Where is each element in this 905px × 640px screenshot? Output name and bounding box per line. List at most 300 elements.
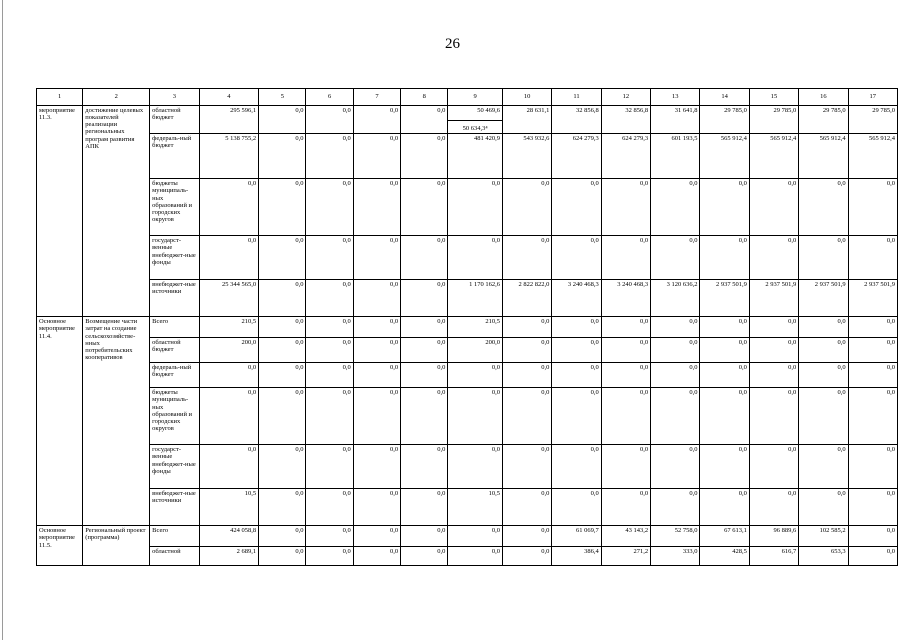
value-text: 601 193,5	[671, 135, 698, 143]
value-cell	[353, 338, 400, 363]
value-text: 0,0	[689, 490, 698, 498]
value-cell	[448, 134, 503, 179]
value-text: 0,0	[738, 180, 747, 188]
value-cell	[700, 363, 749, 388]
value-text: 52 758,0	[674, 527, 698, 535]
value-cell	[848, 236, 897, 280]
value-cell	[651, 106, 700, 134]
value-cell	[799, 236, 848, 280]
funding-source: внебюджет-ные источники	[150, 280, 199, 317]
value-text: 0,0	[541, 446, 550, 454]
value-cell	[799, 134, 848, 179]
value-text: 0,0	[491, 446, 500, 454]
value-cell	[448, 489, 503, 526]
value-cell	[306, 280, 353, 317]
value-text: 0,0	[837, 180, 846, 188]
value-text: 0,0	[788, 318, 797, 326]
value-text: 0,0	[437, 490, 446, 498]
value-text: 616,7	[781, 548, 797, 556]
value-cell	[448, 526, 503, 547]
value-cell	[799, 547, 848, 566]
value-cell	[306, 134, 353, 179]
value-cell	[448, 106, 503, 134]
funding-source: областной бюджет	[150, 106, 199, 134]
value-cell	[848, 179, 897, 236]
value-text: 0,0	[590, 180, 599, 188]
value-text: 0,0	[491, 548, 500, 556]
value-cell	[448, 445, 503, 489]
value-cell	[749, 445, 798, 489]
value-cell	[502, 489, 551, 526]
value-text: 0,0	[389, 339, 399, 347]
value-cell	[749, 363, 798, 388]
value-text: 0,0	[541, 237, 550, 245]
value-text: 0,0	[389, 107, 399, 114]
value-text: 0,0	[837, 237, 846, 245]
value-cell	[259, 338, 306, 363]
value-cell	[353, 388, 400, 445]
value-text: 0,0	[886, 364, 895, 372]
value-cell	[199, 547, 259, 566]
column-number-header: 15	[749, 89, 798, 106]
value-text: 0,0	[437, 107, 446, 114]
value-text: 0,0	[248, 389, 257, 397]
value-cell	[353, 179, 400, 236]
column-number-header: 11	[552, 89, 601, 106]
value-cell	[552, 106, 601, 134]
column-number-header: 14	[700, 89, 749, 106]
value-text: 0,0	[837, 389, 846, 397]
value-text: 0,0	[437, 237, 446, 245]
value-cell	[401, 526, 448, 547]
value-text: 0,0	[248, 364, 257, 372]
value-cell	[749, 179, 798, 236]
funding-source: внебюджет-ные источники	[150, 489, 199, 526]
table-row	[37, 134, 898, 179]
value-text: 624 279,3	[622, 135, 649, 143]
header-row	[37, 89, 898, 106]
value-cell	[552, 445, 601, 489]
value-text: 0,0	[389, 490, 399, 498]
value-cell	[306, 445, 353, 489]
value-cell	[552, 363, 601, 388]
value-text: 0,0	[389, 318, 399, 326]
value-text: 1 170 162,6	[469, 281, 500, 289]
value-cell	[502, 445, 551, 489]
value-text: 565 912,4	[819, 135, 846, 143]
measure-name: Основное мероприятие 11.5.	[37, 526, 83, 566]
value-cell	[502, 179, 551, 236]
value-cell	[401, 317, 448, 338]
value-text: 0,0	[541, 490, 550, 498]
value-cell	[502, 526, 551, 547]
value-cell	[259, 179, 306, 236]
value-cell	[401, 338, 448, 363]
value-text: 0,0	[738, 490, 747, 498]
value-text: 29 785,0	[773, 107, 797, 114]
value-cell	[700, 134, 749, 179]
value-text: 0,0	[689, 389, 698, 397]
value-cell	[601, 388, 650, 445]
value-cell	[259, 445, 306, 489]
value-cell	[259, 317, 306, 338]
value-cell	[401, 445, 448, 489]
value-cell	[848, 388, 897, 445]
value-cell	[502, 280, 551, 317]
value-cell	[848, 317, 897, 338]
column-number-header: 7	[353, 89, 400, 106]
table-row	[37, 489, 898, 526]
value-cell	[401, 547, 448, 566]
value-text: 0,0	[689, 446, 698, 454]
value-text: 0,0	[295, 389, 304, 397]
value-text: 0,0	[788, 364, 797, 372]
value-text: 32 856,8	[625, 107, 649, 114]
value-text: 25 344 565,0	[222, 281, 257, 289]
value-cell	[651, 547, 700, 566]
value-cell	[552, 547, 601, 566]
value-cell	[601, 526, 650, 547]
value-cell	[448, 179, 503, 236]
value-text: 0,0	[541, 389, 550, 397]
value-text: 200,0	[241, 339, 257, 347]
value-cell	[700, 338, 749, 363]
value-cell	[259, 363, 306, 388]
value-text: 0,0	[886, 339, 895, 347]
value-cell	[353, 363, 400, 388]
value-text: 0,0	[738, 237, 747, 245]
value-text: 0,0	[389, 364, 399, 372]
value-cell	[353, 489, 400, 526]
value-cell	[353, 134, 400, 179]
measure-name: мероприятие 11.3.	[37, 106, 83, 317]
value-text: 32 856,8	[575, 107, 599, 114]
table-row	[37, 179, 898, 236]
value-cell	[259, 134, 306, 179]
value-text: 0,0	[886, 446, 895, 454]
value-text: 0,0	[437, 364, 446, 372]
value-cell	[749, 106, 798, 134]
value-cell	[749, 388, 798, 445]
value-cell	[199, 236, 259, 280]
column-number-header: 4	[199, 89, 259, 106]
value-cell	[306, 317, 353, 338]
value-cell	[448, 363, 503, 388]
column-number-header: 6	[306, 89, 353, 106]
value-text: 0,0	[342, 281, 351, 289]
value-text: 0,0	[590, 490, 599, 498]
value-cell	[749, 134, 798, 179]
value-cell	[799, 338, 848, 363]
value-cell	[552, 280, 601, 317]
value-cell	[799, 526, 848, 547]
value-text: 96 889,6	[773, 527, 797, 535]
value-cell	[700, 445, 749, 489]
value-text: 0,0	[295, 318, 304, 326]
value-cell	[601, 179, 650, 236]
value-cell	[700, 106, 749, 134]
table-row	[37, 526, 898, 547]
value-text: 0,0	[837, 318, 846, 326]
value-cell	[306, 388, 353, 445]
page-left-edge	[2, 0, 3, 640]
value-cell	[448, 317, 503, 338]
value-cell	[651, 317, 700, 338]
value-cell	[401, 236, 448, 280]
value-cell	[552, 179, 601, 236]
value-text: 0,0	[541, 318, 550, 326]
value-text: 0,0	[342, 237, 351, 245]
value-text: 0,0	[342, 389, 351, 397]
value-cell	[259, 106, 306, 134]
value-text: 29 785,0	[724, 107, 747, 114]
footnote-value: 50 634,3⁴	[448, 120, 502, 132]
value-cell	[799, 489, 848, 526]
value-text: 0,0	[886, 527, 895, 535]
value-text: 543 932,6	[523, 135, 550, 143]
value-text: 481 420,9	[473, 135, 500, 143]
value-text: 0,0	[590, 339, 599, 347]
value-text: 67 613,1	[724, 527, 747, 535]
value-text: 0,0	[837, 364, 846, 372]
value-text: 0,0	[491, 237, 500, 245]
value-text: 271,2	[633, 548, 649, 556]
value-text: 0,0	[342, 364, 351, 372]
value-cell	[848, 338, 897, 363]
value-cell	[401, 106, 448, 134]
value-cell	[799, 106, 848, 134]
value-text: 0,0	[837, 339, 846, 347]
value-cell	[700, 236, 749, 280]
value-cell	[651, 236, 700, 280]
value-text: 0,0	[295, 107, 304, 114]
value-text: 565 912,4	[720, 135, 747, 143]
value-cell	[651, 388, 700, 445]
value-text: 0,0	[491, 180, 500, 188]
value-text: 333,0	[682, 548, 698, 556]
value-cell	[353, 106, 400, 134]
column-number-header: 8	[401, 89, 448, 106]
value-text: 102 585,2	[819, 527, 846, 535]
value-text: 0,0	[788, 237, 797, 245]
value-text: 0,0	[541, 180, 550, 188]
value-cell	[306, 179, 353, 236]
value-cell	[848, 106, 897, 134]
value-text: 0,0	[541, 339, 550, 347]
value-text: 0,0	[389, 237, 399, 245]
value-cell	[749, 338, 798, 363]
value-cell	[651, 489, 700, 526]
value-cell	[502, 317, 551, 338]
value-text: 0,0	[639, 237, 649, 245]
value-text: 0,0	[295, 490, 304, 498]
value-text: 0,0	[491, 527, 500, 535]
value-cell	[651, 179, 700, 236]
value-text: 5 138 755,2	[225, 135, 257, 143]
measure-description: достижение целевых показателей реализации региональных програм развития АПК	[83, 106, 150, 317]
value-text: 0,0	[437, 281, 446, 289]
value-cell	[306, 236, 353, 280]
value-cell	[199, 317, 259, 338]
value-text: 0,0	[342, 135, 351, 143]
column-number-header: 2	[83, 89, 150, 106]
value-cell	[799, 363, 848, 388]
column-number-header: 17	[848, 89, 897, 106]
value-cell	[353, 236, 400, 280]
value-text: 2 937 501,9	[715, 281, 747, 289]
value-cell	[700, 489, 749, 526]
funding-source: Всего	[150, 526, 199, 547]
table-row	[37, 388, 898, 445]
value-text: 0,0	[738, 318, 747, 326]
budget-table-wrapper	[36, 88, 898, 566]
value-text: 0,0	[837, 446, 846, 454]
value-cell	[799, 179, 848, 236]
value-cell	[700, 526, 749, 547]
value-text: 0,0	[342, 107, 351, 114]
value-text: 2 822 822,0	[518, 281, 550, 289]
value-text: 0,0	[639, 446, 649, 454]
value-cell	[601, 280, 650, 317]
value-cell	[401, 489, 448, 526]
value-text: 428,5	[732, 548, 747, 556]
value-cell	[700, 179, 749, 236]
value-text: 0,0	[689, 339, 698, 347]
value-text: 2 937 501,9	[814, 281, 846, 289]
value-cell	[306, 363, 353, 388]
value-cell	[601, 547, 650, 566]
value-text: 0,0	[342, 527, 351, 535]
value-text: 3 240 468,3	[567, 281, 599, 289]
value-cell	[651, 338, 700, 363]
value-text: 0,0	[590, 364, 599, 372]
value-text: 565 912,4	[869, 135, 895, 143]
value-text: 0,0	[738, 364, 747, 372]
value-text: 0,0	[886, 548, 895, 556]
value-text: 0,0	[738, 446, 747, 454]
value-text: 0,0	[541, 548, 550, 556]
value-text: 0,0	[541, 364, 550, 372]
value-cell	[601, 317, 650, 338]
value-text: 624 279,3	[572, 135, 599, 143]
value-text: 0,0	[342, 318, 351, 326]
table-row	[37, 280, 898, 317]
value-cell	[799, 280, 848, 317]
value-cell	[799, 445, 848, 489]
funding-source: бюджеты муниципаль-ных образований и городских округов	[150, 179, 199, 236]
table-row	[37, 547, 898, 566]
value-text: 0,0	[389, 389, 399, 397]
value-text: 0,0	[437, 446, 446, 454]
page-number: 26	[445, 36, 460, 52]
column-number-header: 9	[448, 89, 503, 106]
value-cell	[848, 280, 897, 317]
value-cell	[448, 547, 503, 566]
value-text: 0,0	[689, 237, 698, 245]
value-text: 0,0	[437, 135, 446, 143]
value-cell	[199, 338, 259, 363]
value-cell	[401, 388, 448, 445]
value-text: 0,0	[689, 180, 698, 188]
value-cell	[199, 106, 259, 134]
value-cell	[401, 134, 448, 179]
value-text: 10,5	[244, 490, 257, 498]
table-row	[37, 363, 898, 388]
value-text: 0,0	[788, 389, 797, 397]
value-cell	[749, 236, 798, 280]
value-text: 0,0	[886, 490, 895, 498]
table-row	[37, 338, 898, 363]
value-text: 0,0	[689, 318, 698, 326]
value-cell	[552, 236, 601, 280]
value-cell	[199, 445, 259, 489]
value-text: 0,0	[295, 527, 304, 535]
value-text: 295 596,1	[230, 107, 257, 114]
funding-source: бюджеты муниципаль-ных образований и городских округов	[150, 388, 199, 445]
value-cell	[601, 445, 650, 489]
value-text: 0,0	[295, 237, 304, 245]
value-text: 0,0	[491, 389, 500, 397]
value-cell	[651, 134, 700, 179]
funding-source: областной бюджет	[150, 338, 199, 363]
value-text: 653,3	[830, 548, 846, 556]
value-cell	[306, 338, 353, 363]
value-cell	[651, 363, 700, 388]
value-text: 0,0	[886, 318, 895, 326]
value-text: 0,0	[738, 339, 747, 347]
value-cell	[199, 489, 259, 526]
value-text: 210,5	[485, 318, 500, 326]
value-cell	[601, 236, 650, 280]
value-text: 0,0	[389, 527, 399, 535]
value-cell	[700, 547, 749, 566]
value-cell	[848, 363, 897, 388]
value-cell	[749, 547, 798, 566]
value-text: 0,0	[389, 446, 399, 454]
value-text: 29 785,0	[822, 107, 846, 114]
column-number-header: 16	[799, 89, 848, 106]
value-cell	[199, 179, 259, 236]
value-cell	[601, 338, 650, 363]
table-row	[37, 106, 898, 134]
value-cell	[259, 526, 306, 547]
value-cell	[502, 363, 551, 388]
value-text: 424 058,8	[230, 527, 257, 535]
value-text: 0,0	[639, 318, 649, 326]
value-text: 2 689,1	[236, 548, 257, 556]
value-cell	[306, 489, 353, 526]
table-row	[37, 317, 898, 338]
value-text: 0,0	[389, 281, 399, 289]
value-cell	[552, 489, 601, 526]
value-text: 28 631,1	[526, 107, 550, 114]
value-cell	[502, 338, 551, 363]
value-text: 0,0	[639, 339, 649, 347]
value-text: 0,0	[437, 527, 446, 535]
value-text: 0,0	[788, 180, 797, 188]
value-cell	[848, 445, 897, 489]
value-cell	[749, 489, 798, 526]
funding-source: областной	[150, 547, 199, 566]
value-cell	[749, 280, 798, 317]
value-text: 0,0	[590, 389, 599, 397]
value-cell	[353, 445, 400, 489]
value-text: 0,0	[886, 389, 895, 397]
value-text: 0,0	[437, 180, 446, 188]
measure-description: Возмещение части затрат на создание сельскохозяйстве-нных потребительских кооперативов	[83, 317, 150, 526]
value-text: 0,0	[295, 339, 304, 347]
funding-source: государст-венные внебюджет-ные фонды	[150, 445, 199, 489]
